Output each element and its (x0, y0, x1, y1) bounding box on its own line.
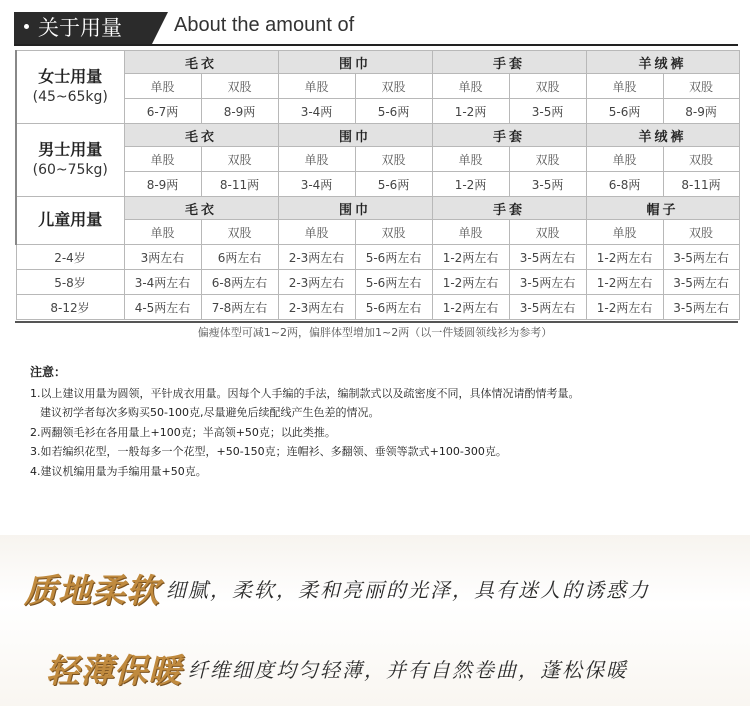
amount-value: 1-2两 (432, 172, 509, 197)
sub-label: 双股 (509, 147, 586, 172)
amount-value: 8-9两 (124, 172, 201, 197)
age-label: 2-4岁 (16, 245, 124, 270)
amount-value: 1-2两左右 (432, 295, 509, 320)
table-row (16, 172, 739, 197)
note-line: 1.以上建议用量为圆领，平针成衣用量。因每个人手编的手法，编制款式以及疏密度不同，具体情况请酌情考量。 (30, 386, 580, 400)
note-line: 2.两翻领毛衫在各用量上+100克；半高领+50克；以此类推。 (30, 425, 336, 439)
header-title-cn: 关于用量 (38, 16, 122, 40)
amount-value: 6-7两 (124, 99, 201, 124)
amount-value: 5-6两 (355, 172, 432, 197)
table-row (16, 295, 739, 320)
notes-block (30, 363, 730, 481)
amount-value: 3-4两 (278, 99, 355, 124)
sub-label: 双股 (509, 74, 586, 99)
sub-label: 双股 (663, 220, 739, 245)
age-label: 5-8岁 (16, 270, 124, 295)
category-header: 围巾 (278, 197, 432, 220)
sub-row (16, 220, 739, 245)
note-line: 建议初学者每次多购买50-100克,尽量避免后续配线产生色差的情况。 (40, 406, 380, 419)
amount-value: 5-6两 (355, 99, 432, 124)
category-header: 羊绒裤 (586, 124, 739, 147)
amount-value: 6-8两左右 (201, 270, 278, 295)
sub-label: 双股 (663, 74, 739, 99)
amount-value: 3-4两左右 (124, 270, 201, 295)
sub-label: 单股 (432, 74, 509, 99)
sub-label: 单股 (124, 147, 201, 172)
amount-value: 8-11两 (201, 172, 278, 197)
age-label: 8-12岁 (16, 295, 124, 320)
amount-value: 3-5两左右 (663, 295, 739, 320)
amount-value: 4-5两左右 (124, 295, 201, 320)
section-header (14, 8, 738, 46)
amount-value: 3-5两左右 (509, 270, 586, 295)
category-header: 围巾 (278, 124, 432, 147)
note-line: 4.建议机编用量为手编用量+50克。 (30, 464, 207, 478)
sub-label: 单股 (586, 74, 663, 99)
amount-value: 2-3两左右 (278, 270, 355, 295)
amount-value: 7-8两左右 (201, 295, 278, 320)
table-row (16, 270, 739, 295)
sub-label: 单股 (432, 147, 509, 172)
category-row (16, 51, 739, 74)
section-label (16, 51, 124, 124)
feature-title: 质地柔软 (24, 570, 160, 610)
amount-value: 3-4两 (278, 172, 355, 197)
sub-label: 双股 (355, 74, 432, 99)
feature-soft (24, 563, 650, 613)
amount-value: 1-2两左右 (432, 270, 509, 295)
sub-label: 双股 (201, 147, 278, 172)
sub-label: 单股 (586, 220, 663, 245)
category-header: 手套 (432, 197, 586, 220)
sub-label: 单股 (124, 220, 201, 245)
sub-label: 单股 (586, 147, 663, 172)
table-footnote: 偏瘦体型可减1~2两，偏胖体型增加1~2两（以一件矮圆领线衫为参考） (197, 326, 553, 339)
amount-value: 1-2两左右 (586, 295, 663, 320)
feature-warm (46, 643, 628, 693)
section-label (16, 124, 124, 197)
sub-label: 双股 (201, 74, 278, 99)
category-header: 毛衣 (124, 124, 278, 147)
category-header: 羊绒裤 (586, 51, 739, 74)
feature-desc: 细腻，柔软，柔和亮丽的光泽，具有迷人的诱惑力 (166, 577, 650, 602)
amount-value: 3-5两 (509, 99, 586, 124)
sub-row (16, 74, 739, 99)
amount-value: 2-3两左右 (278, 245, 355, 270)
amount-value: 3两左右 (124, 245, 201, 270)
category-header: 围巾 (278, 51, 432, 74)
amount-value: 2-3两左右 (278, 295, 355, 320)
amount-value: 3-5两左右 (509, 295, 586, 320)
category-header: 手套 (432, 124, 586, 147)
sub-label: 单股 (278, 220, 355, 245)
table-row (16, 245, 739, 270)
note-line: 3.如若编织花型，一般每多一个花型，+50-150克；连帽衫、多翻领、垂领等款式+100-300克。 (30, 445, 507, 458)
header-slant (152, 12, 168, 44)
section-name: 女士用量 (38, 67, 103, 86)
section-label (16, 197, 124, 245)
amount-value: 1-2两 (432, 99, 509, 124)
bullet-icon (24, 24, 29, 29)
amount-value: 8-9两 (663, 99, 739, 124)
sub-row (16, 147, 739, 172)
section-name: 男士用量 (38, 140, 103, 159)
category-header: 毛衣 (124, 197, 278, 220)
sub-label: 双股 (355, 147, 432, 172)
amount-value: 3-5两左右 (663, 270, 739, 295)
amount-value: 5-6两左右 (355, 270, 432, 295)
category-header: 手套 (432, 51, 586, 74)
amount-value: 5-6两左右 (355, 245, 432, 270)
amount-value: 8-9两 (201, 99, 278, 124)
sub-label: 单股 (278, 147, 355, 172)
amount-value: 1-2两左右 (586, 270, 663, 295)
section-range: (45~65kg) (32, 89, 108, 105)
category-header: 毛衣 (124, 51, 278, 74)
sub-label: 单股 (432, 220, 509, 245)
amount-value: 6-8两 (586, 172, 663, 197)
sub-label: 双股 (355, 220, 432, 245)
sub-label: 单股 (278, 74, 355, 99)
notes-title: 注意： (30, 365, 67, 379)
category-header: 帽子 (586, 197, 739, 220)
amount-value: 3-5两左右 (663, 245, 739, 270)
table-row (16, 99, 739, 124)
category-row (16, 124, 739, 147)
amount-value: 8-11两 (663, 172, 739, 197)
header-title-en: About the amount of (174, 14, 355, 36)
amount-value: 5-6两左右 (355, 295, 432, 320)
amount-value: 3-5两左右 (509, 245, 586, 270)
section-range: (60~75kg) (32, 162, 108, 178)
section-name: 儿童用量 (38, 210, 103, 229)
category-row (16, 197, 739, 220)
amount-value: 1-2两左右 (586, 245, 663, 270)
feature-desc: 纤维细度均匀轻薄，并有自然卷曲，蓬松保暖 (188, 657, 628, 682)
sub-label: 双股 (201, 220, 278, 245)
sub-label: 双股 (509, 220, 586, 245)
amount-value: 5-6两 (586, 99, 663, 124)
table-bottom-line (15, 321, 738, 323)
amount-value: 3-5两 (509, 172, 586, 197)
amount-value: 6两左右 (201, 245, 278, 270)
sub-label: 双股 (663, 147, 739, 172)
header-tab (14, 12, 152, 44)
amount-value: 1-2两左右 (432, 245, 509, 270)
feature-title: 轻薄保暖 (46, 650, 182, 690)
amount-table (15, 50, 740, 320)
sub-label: 单股 (124, 74, 201, 99)
